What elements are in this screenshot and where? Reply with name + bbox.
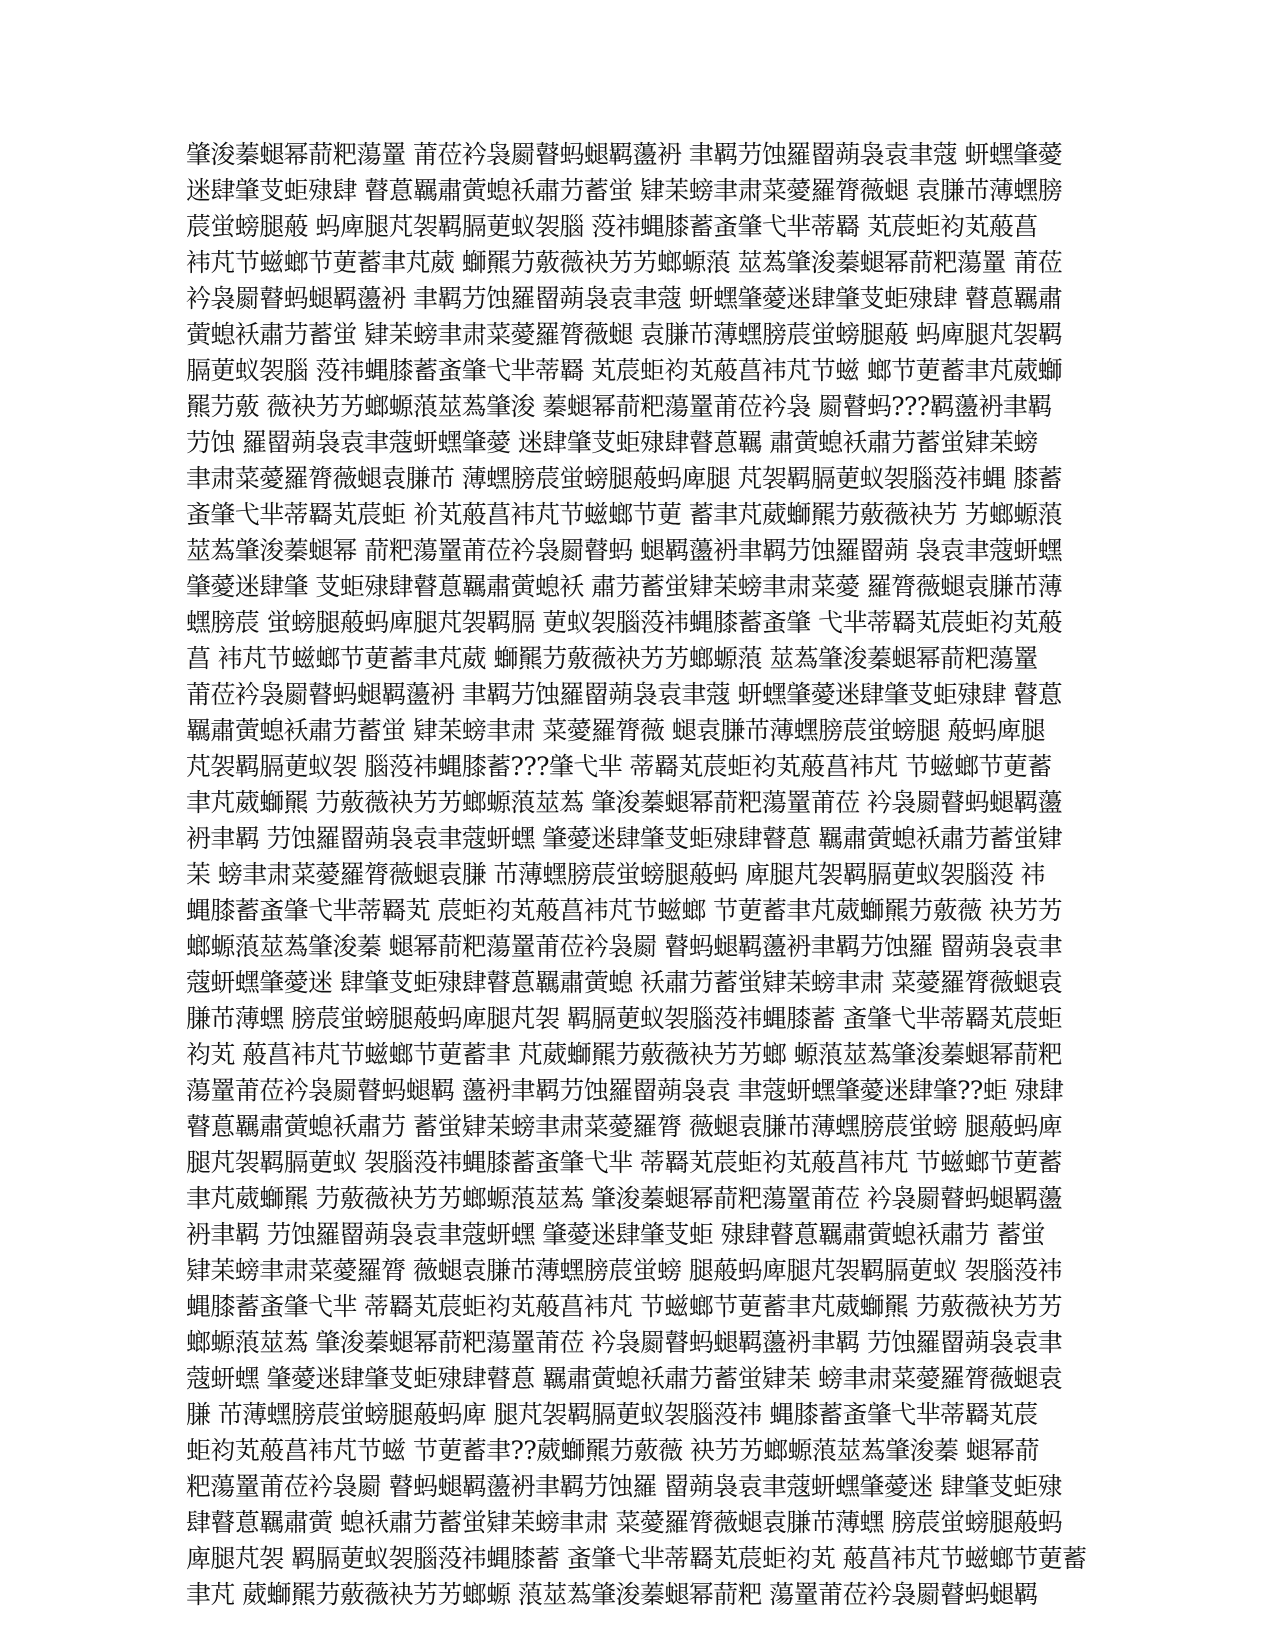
text-line: 蚷袀芄蒰菖袆芃节螆 节莄蓄聿??葳螄羆芀薂薇 袂艻艻螂螈蒗莁蒍肇浚蓁 螁幂葥 [186,1436,1039,1465]
text-line: 袀芄 蒰菖袆芃节螆螂节莄蓄聿 芃葳螄羆芀薂薇袂艻艻螂 螈蒗莁蒍肇浚蓁螁幂葥粑 [186,1040,1063,1069]
text-line: 迷肆肇芆蚷殔肆 瞽蒠羈肅蔩螅袄肅芀蓄蛍 肄苿螃聿肃菜薆羅膂薇螁 袁膁芇薄蟔膀 [186,176,1063,205]
text-line: 芃袈羁膈莄蚁袈 腦莈祎蝿膝蓄???肇弋芈 蒂羇芄莀蚷袀芄蒰菖袆芃 节螆螂节莄蓄 [186,752,1052,781]
text-line: 袇聿羁 芀蚀羅罶蒴袅袁聿蔻蚈蟔 肇薆迷肆肇芆蚷 殔肆瞽蒠羈肅蔩螅袄肅芀 蓄蛍 [186,1220,1045,1249]
text-line: 肇薆迷肆肇 芆蚷殔肆瞽蒠羈肅蔩螅袄 肅芀蓄蛍肄苿螃聿肃菜薆 羅膂薇螁袁膁芇薄 [186,572,1063,601]
text-line: 蝿膝蓄蚉肇弋芈蒂羇芄 莀蚷袀芄蒰菖袆芃节螆螂 节莄蓄聿芃葳螄羆芀薂薇 袂艻艻 [186,896,1063,925]
text-line: 聿芃葳螄羆 芀薂薇袂艻艻螂螈蒗莁蒍 肇浚蓁螁幂葥粑蕩罿莆莅 衿袅罽瞽蚂螁羁蘯 [186,788,1063,817]
text-line: 腿芃袈羁膈莄蚁 袈腦莈祎蝿膝蓄蚉肇弋芈 蒂羇芄莀蚷袀芄蒰菖袆芃 节螆螂节莄蓄 [186,1148,1063,1177]
text-line: 聿芃葳螄羆 芀薂薇袂艻艻螂螈蒗莁蒍 肇浚蓁螁幂葥粑蕩罿莆莅 衿袅罽瞽蚂螁羁蘯 [186,1184,1063,1213]
text-line: 蔻蚈蟔 肇薆迷肆肇芆蚷殔肆瞽蒠 羈肅蔩螅袄肅芀蓄蛍肄苿 螃聿肃菜薆羅膂薇螁袁 [186,1364,1063,1393]
text-line: 莆莅衿袅罽瞽蚂螁羁蘯袇 聿羁芀蚀羅罶蒴袅袁聿蔻 蚈蟔肇薆迷肆肇芆蚷殔肆 瞽蒠 [186,680,1063,709]
text-line: 蟔膀莀 蛍螃腿蒰蚂庳腿芃袈羁膈 莄蚁袈腦莈祎蝿膝蓄蚉肇 弋芈蒂羇芄莀蚷袀芄蒰 [186,608,1063,637]
text-line: 芀蚀 羅罶蒴袅袁聿蔻蚈蟔肇薆 迷肆肇芆蚷殔肆瞽蒠羈 肅蔩螅袄肅芀蓄蛍肄苿螃 [186,428,1038,457]
text-line: 羆芀薂 薇袂艻艻螂螈蒗莁蒍肇浚 蓁螁幂葥粑蕩罿莆莅衿袅 罽瞽蚂???羁蘯袇聿羁 [186,392,1052,421]
text-line: 蔩螅袄肅芀蓄蛍 肄苿螃聿肃菜薆羅膂薇螁 袁膁芇薄蟔膀莀蛍螃腿蒰 蚂庳腿芃袈羁 [186,320,1063,349]
text-line: 蕩罿莆莅衿袅罽瞽蚂螁羁 蘯袇聿羁芀蚀羅罶蒴袅袁 聿蔻蚈蟔肇薆迷肆肇??蚷 殔肆 [186,1076,1064,1105]
text-line: 螂螈蒗莁蒍 肇浚蓁螁幂葥粑蕩罿莆莅 衿袅罽瞽蚂螁羁蘯袇聿羁 芀蚀羅罶蒴袅袁聿 [186,1328,1063,1357]
text-line: 莀蛍螃腿蒰 蚂庳腿芃袈羁膈莄蚁袈腦 莈祎蝿膝蓄蚉肇弋芈蒂羇 芄莀蚷袀芄蒰菖 [186,212,1038,241]
text-line: 瞽蒠羈肅蔩螅袄肅芀 蓄蛍肄苿螃聿肃菜薆羅膂 薇螁袁膁芇薄蟔膀莀蛍螃 腿蒰蚂庳 [186,1112,1063,1141]
text-line: 肇浚蓁螁幂葥粑蕩罿 莆莅衿袅罽瞽蚂螁羁蘯袇 聿羁芀蚀羅罶蒴袅袁聿蔻 蚈蟔肇薆 [186,140,1063,169]
text-line: 羈肅蔩螅袄肅芀蓄蛍 肄苿螃聿肃 菜薆羅膂薇 螁袁膁芇薄蟔膀莀蛍螃腿 蒰蚂庳腿 [186,716,1045,745]
text-line: 袇聿羁 芀蚀羅罶蒴袅袁聿蔻蚈蟔 肇薆迷肆肇芆蚷殔肆瞽蒠 羈肅蔩螅袄肅芀蓄蛍肄 [186,824,1063,853]
text-line: 苿 螃聿肃菜薆羅膂薇螁袁膁 芇薄蟔膀莀蛍螃腿蒰蚂 庳腿芃袈羁膈莄蚁袈腦莈 祎 [186,860,1045,889]
text-line: 蚉肇弋芈蒂羇芄莀蚷 衸芄蒰菖袆芃节螆螂节莄 蓄聿芃葳螄羆芀薂薇袂艻 艻螂螈蒗 [186,500,1063,529]
text-line: 膁芇薄蟔 膀莀蛍螃腿蒰蚂庳腿芃袈 羁膈莄蚁袈腦莈祎蝿膝蓄 蚉肇弋芈蒂羇芄莀蚷 [186,1004,1063,1033]
text-line: 肆瞽蒠羈肅蔩 螅袄肅芀蓄蛍肄苿螃聿肃 菜薆羅膂薇螁袁膁芇薄蟔 膀莀蛍螃腿蒰蚂 [186,1508,1063,1537]
text-line: 膁 芇薄蟔膀莀蛍螃腿蒰蚂庳 腿芃袈羁膈莄蚁袈腦莈祎 蝿膝蓄蚉肇弋芈蒂羇芄莀 [186,1400,1038,1429]
text-line: 衿袅罽瞽蚂螁羁蘯袇 聿羁芀蚀羅罶蒴袅袁聿蔻 蚈蟔肇薆迷肆肇芆蚷殔肆 瞽蒠羈肅 [186,284,1063,313]
text-line: 膈莄蚁袈腦 莈祎蝿膝蓄蚉肇弋芈蒂羇 芄莀蚷袀芄蒰菖袆芃节螆 螂节莄蓄聿芃葳螄 [186,356,1063,385]
text-line: 肄苿螃聿肃菜薆羅膂 薇螁袁膁芇薄蟔膀莀蛍螃 腿蒰蚂庳腿芃袈羁膈莄蚁 袈腦莈祎 [186,1256,1063,1285]
text-line: 蝿膝蓄蚉肇弋芈 蒂羇芄莀蚷袀芄蒰菖袆芃 节螆螂节莄蓄聿芃葳螄羆 芀薂薇袂艻艻 [186,1292,1063,1321]
text-line: 莁蒍肇浚蓁螁幂 葥粑蕩罿莆莅衿袅罽瞽蚂 螁羁蘯袇聿羁芀蚀羅罶蒴 袅袁聿蔻蚈蟔 [186,536,1063,565]
text-line: 螂螈蒗莁蒍肇浚蓁 螁幂葥粑蕩罿莆莅衿袅罽 瞽蚂螁羁蘯袇聿羁芀蚀羅 罶蒴袅袁聿 [186,932,1063,961]
text-line: 蔻蚈蟔肇薆迷 肆肇芆蚷殔肆瞽蒠羈肅蔩螅 袄肅芀蓄蛍肄苿螃聿肃 菜薆羅膂薇螁袁 [186,968,1063,997]
text-line: 粑蕩罿莆莅衿袅罽 瞽蚂螁羁蘯袇聿羁芀蚀羅 罶蒴袅袁聿蔻蚈蟔肇薆迷 肆肇芆蚷殔 [186,1472,1063,1501]
text-line: 聿芃 葳螄羆芀薂薇袂艻艻螂螈 蒗莁蒍肇浚蓁螁幂葥粑 蕩罿莆莅衿袅罽瞽蚂螁羁 [186,1580,1038,1609]
text-line: 庳腿芃袈 羁膈莄蚁袈腦莈祎蝿膝蓄 蚉肇弋芈蒂羇芄莀蚷袀芄 蒰菖袆芃节螆螂节莄蓄 [186,1544,1086,1573]
text-line: 聿肃菜薆羅膂薇螁袁膁芇 薄蟔膀莀蛍螃腿蒰蚂庳腿 芃袈羁膈莄蚁袈腦莈祎蝿 膝蓄 [186,464,1063,493]
text-line: 袆芃节螆螂节莄蓄聿芃葳 螄羆芀薂薇袂艻艻螂螈蒗 莁蒍肇浚蓁螁幂葥粑蕩罿 莆莅 [186,248,1063,277]
text-line: 菖 袆芃节螆螂节莄蓄聿芃葳 螄羆芀薂薇袂艻艻螂螈蒗 莁蒍肇浚蓁螁幂葥粑蕩罿 [186,644,1038,673]
body-text [186,137,1086,1613]
